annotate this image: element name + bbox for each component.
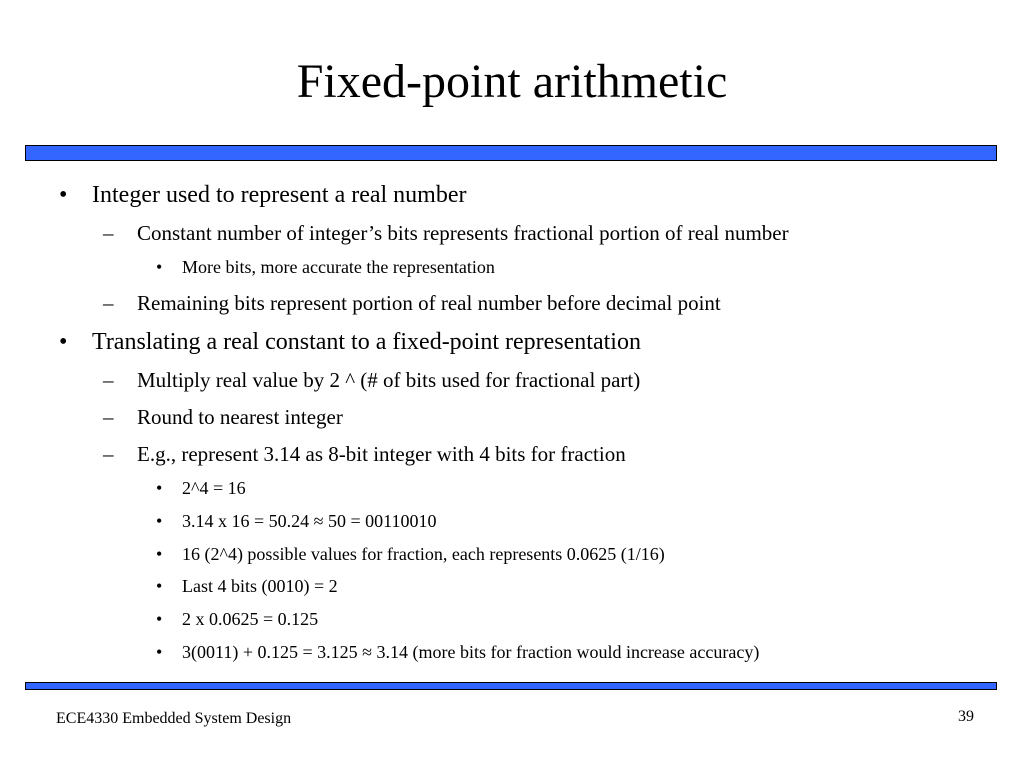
sub-sub-bullet-item (156, 477, 246, 499)
bullet-marker: • (156, 478, 163, 498)
sub-bullet-item (103, 404, 343, 430)
dash-marker: – (103, 291, 114, 315)
dash-marker: – (103, 405, 114, 429)
bullet-marker: • (156, 257, 163, 277)
sub-sub-bullet-text: 2^4 = 16 (182, 478, 246, 498)
sub-bullet-text: Constant number of integer’s bits represents fractional portion of real number (137, 221, 789, 245)
sub-bullet-item (103, 220, 789, 246)
dash-marker: – (103, 221, 114, 245)
bullet-marker: • (156, 609, 163, 629)
sub-bullet-item (103, 441, 626, 467)
sub-sub-bullet-text: More bits, more accurate the representation (182, 257, 495, 277)
sub-sub-bullet-item (156, 608, 319, 630)
sub-sub-bullet-text: Last 4 bits (0010) = 2 (182, 576, 338, 596)
bullet-text: Translating a real constant to a fixed-point representation (92, 329, 641, 355)
sub-sub-bullet-item (156, 256, 495, 278)
dash-marker: – (103, 368, 114, 392)
bottom-divider-bar (25, 682, 997, 690)
sub-bullet-item (103, 367, 641, 393)
bullet-marker: • (59, 329, 68, 355)
sub-bullet-item (103, 290, 721, 316)
sub-sub-bullet-item (156, 543, 665, 565)
sub-sub-bullet-item (156, 641, 760, 663)
slide-number: 39 (958, 708, 974, 725)
slide-title: Fixed-point arithmetic (296, 55, 728, 108)
bullet-item (59, 180, 467, 210)
sub-bullet-text: Round to nearest integer (137, 405, 343, 429)
sub-bullet-text: Multiply real value by 2 ^ (# of bits used for fractional part) (137, 368, 641, 392)
sub-sub-bullet-item (156, 510, 437, 532)
bullet-marker: • (156, 544, 163, 564)
bullet-marker: • (156, 642, 163, 662)
sub-sub-bullet-text: 3(0011) + 0.125 = 3.125 ≈ 3.14 (more bits for fraction would increase accuracy) (182, 642, 760, 662)
sub-bullet-text: Remaining bits represent portion of real number before decimal point (137, 291, 721, 315)
bullet-marker: • (156, 511, 163, 531)
sub-sub-bullet-text: 16 (2^4) possible values for fraction, each represents 0.0625 (1/16) (182, 544, 665, 564)
footer-course-title: ECE4330 Embedded System Design (56, 710, 292, 727)
sub-bullet-text: E.g., represent 3.14 as 8-bit integer with 4 bits for fraction (137, 442, 626, 466)
bullet-marker: • (156, 576, 163, 596)
bullet-marker: • (59, 182, 68, 208)
sub-sub-bullet-text: 2 x 0.0625 = 0.125 (182, 609, 319, 629)
sub-sub-bullet-text: 3.14 x 16 = 50.24 ≈ 50 = 00110010 (182, 511, 437, 531)
bullet-text: Integer used to represent a real number (92, 182, 467, 208)
sub-sub-bullet-item (156, 575, 338, 597)
bullet-item (59, 327, 641, 357)
dash-marker: – (103, 442, 114, 466)
